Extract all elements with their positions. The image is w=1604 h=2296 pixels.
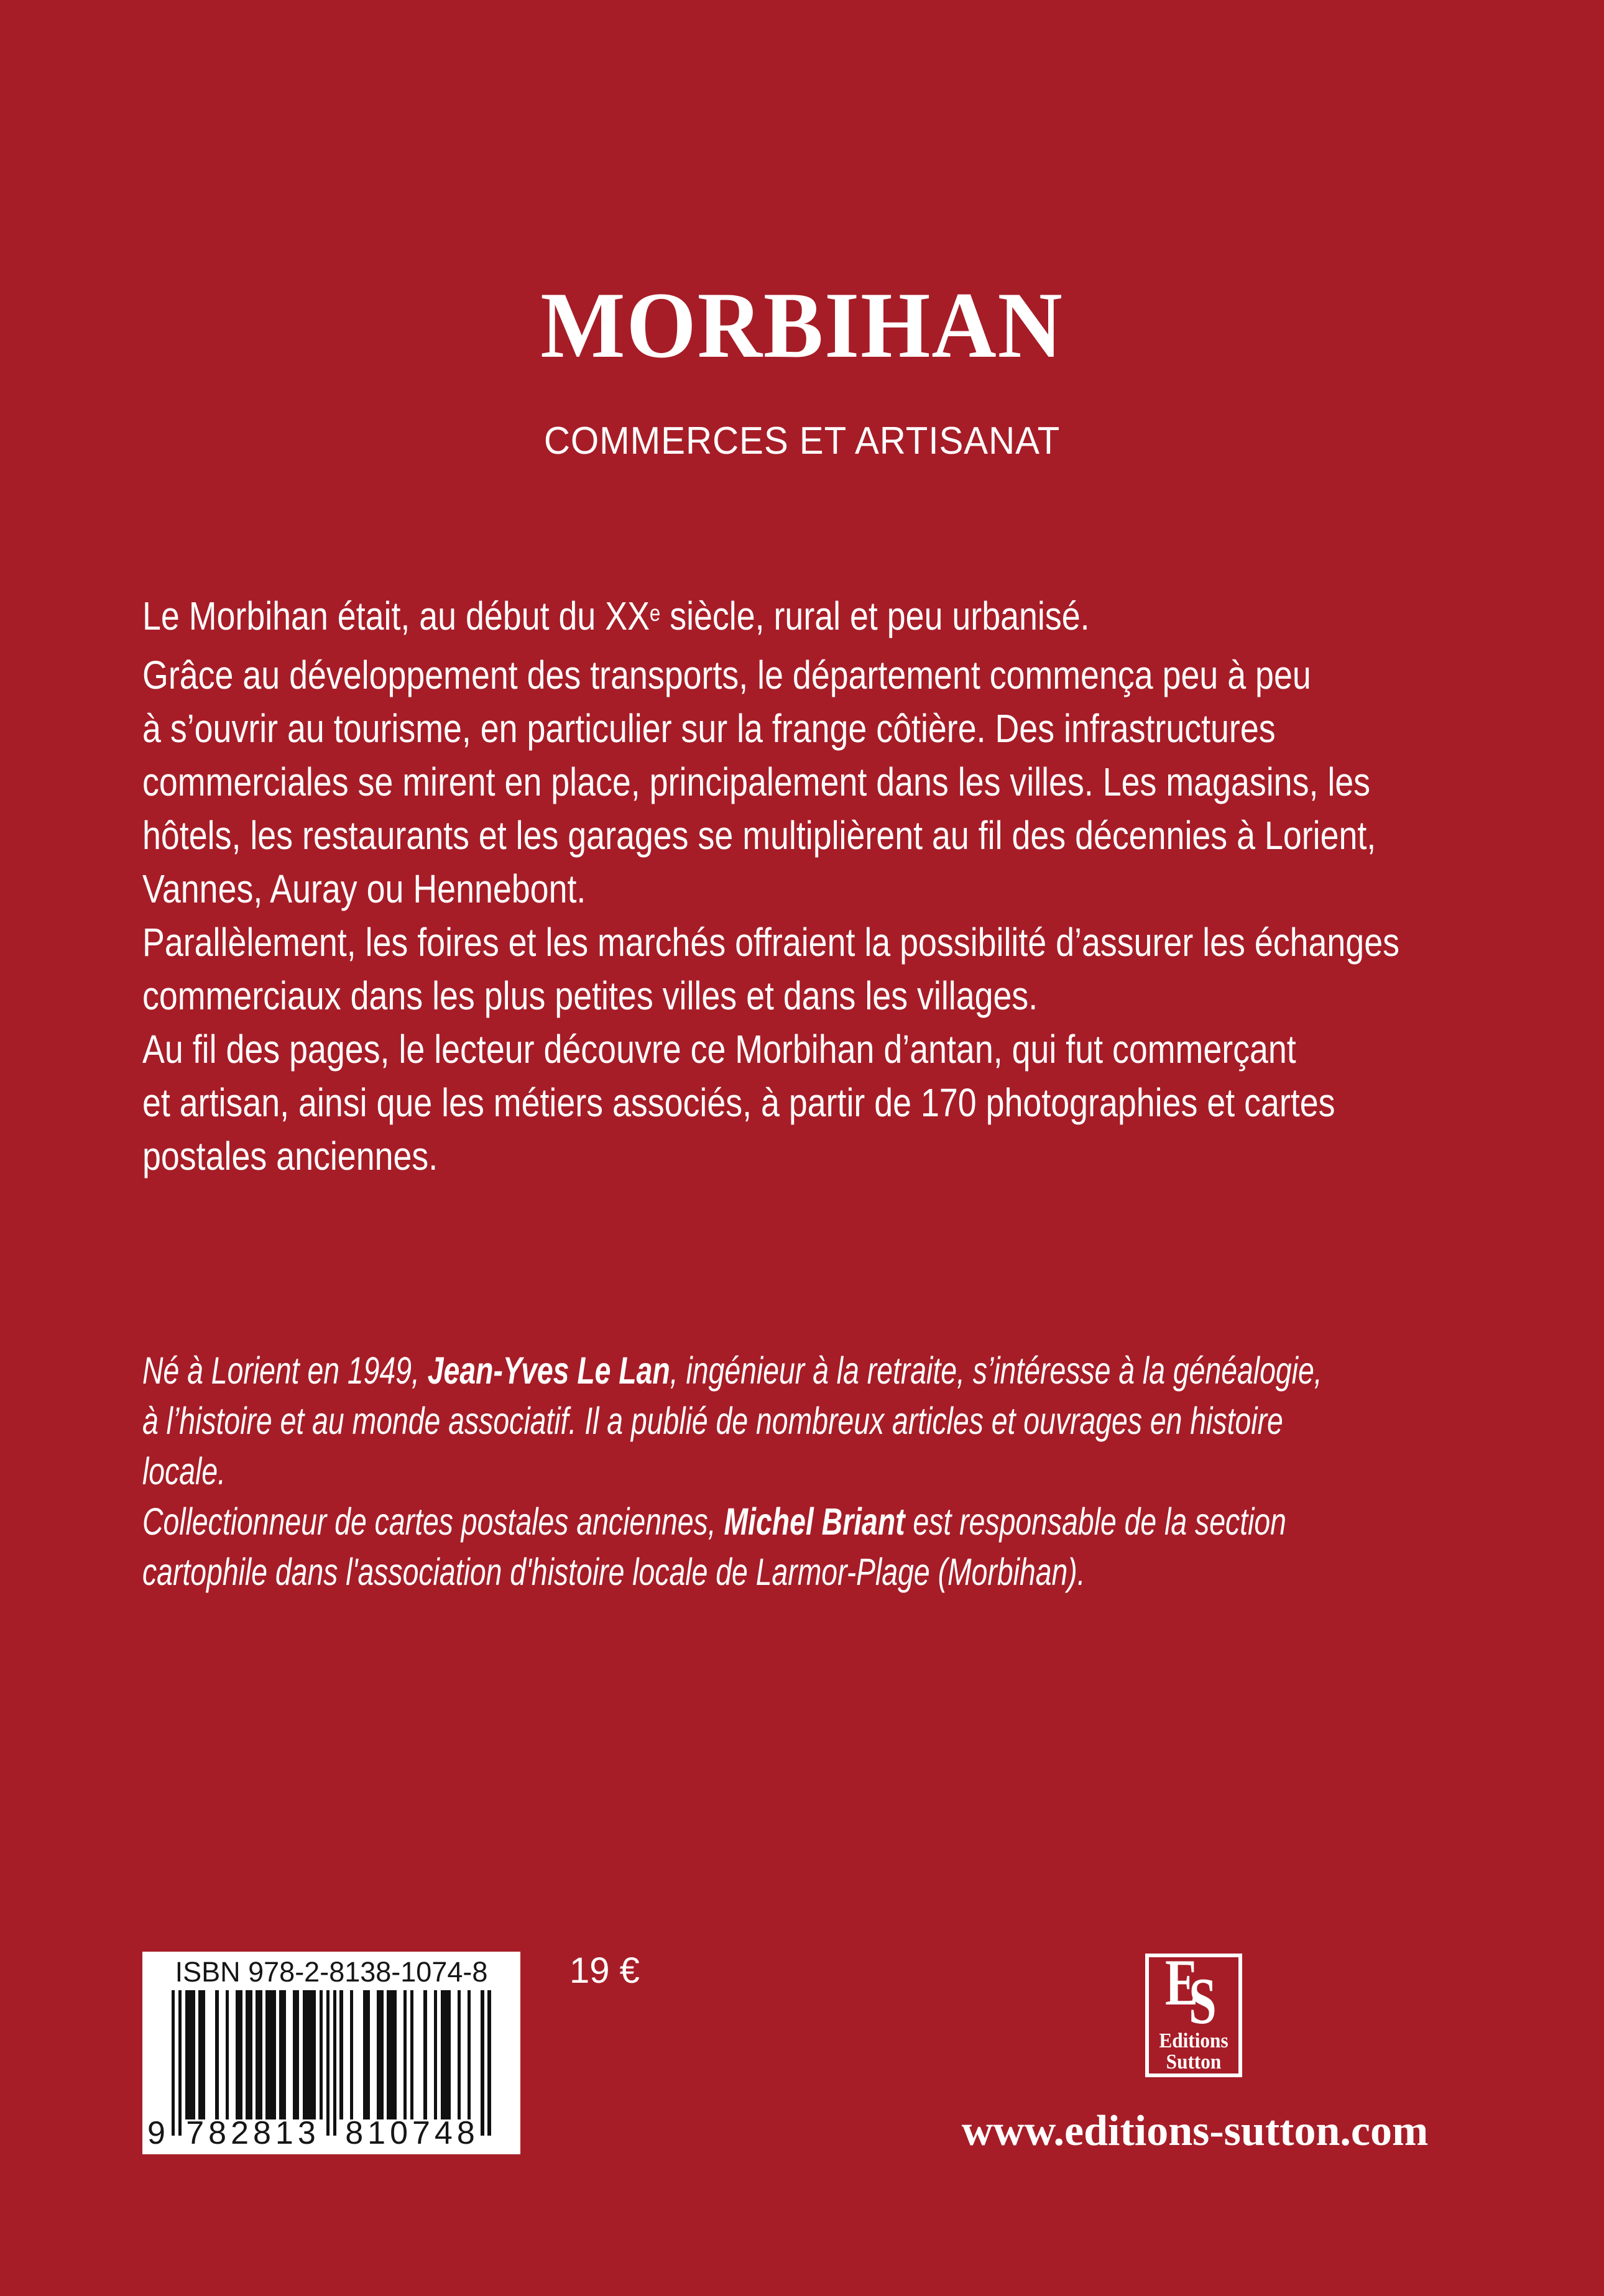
author-bio-text (142, 1346, 1513, 1597)
barcode-digit-right-group: 810748 (345, 2115, 479, 2151)
price-label: 19 € (569, 1950, 640, 1991)
logo-editions-label: Editions (1159, 2029, 1228, 2052)
publisher-logo (1145, 1946, 1242, 2077)
text-line: Grâce au développement des transports, le département commença peu à peu (142, 653, 1311, 697)
text-line: Au fil des pages, le lecteur découvre ce Morbihan d’antan, qui fut commerçant (142, 1027, 1296, 1072)
text-line: Vannes, Auray ou Hennebont. (142, 866, 586, 911)
text-line: hôtels, les restaurants et les garages se multiplièrent au fil des décennies à Lorient, (142, 813, 1376, 858)
text-line: et artisan, ainsi que les métiers associés, à partir de 170 photographies et cartes (142, 1080, 1335, 1125)
book-title: MORBIHAN (540, 273, 1064, 377)
barcode-digit-first: 9 (147, 2115, 170, 2151)
synopsis-text (142, 589, 1583, 1183)
text-line: cartophile dans l'association d'histoire locale de Larmor-Plage (Morbihan). (142, 1551, 1085, 1593)
book-subtitle: COMMERCES ET ARTISANAT (543, 420, 1061, 462)
barcode-bars (172, 1990, 491, 2136)
logo-monogram-s: S (1189, 1965, 1217, 2037)
text-line: Né à Lorient en 1949, Jean-Yves Le Lan, ingénieur à la retraite, s’intéresse à la généalogie, (142, 1349, 1322, 1392)
barcode-digit-left-group: 782813 (186, 2115, 320, 2151)
isbn-barcode-block (142, 1952, 520, 2154)
publisher-website: www.editions-sutton.com (961, 2107, 1429, 2155)
logo-monogram-e: E (1165, 1946, 1199, 2019)
text-line: locale. (142, 1450, 226, 1492)
isbn-label: ISBN 978-2-8138-1074-8 (175, 1956, 488, 1988)
text-line: commerciaux dans les plus petites villes et dans les villages. (142, 973, 1038, 1018)
text-line: à s’ouvrir au tourisme, en particulier sur la frange côtière. Des infrastructures (142, 706, 1276, 751)
text-line: commerciales se mirent en place, principalement dans les villes. Les magasins, les (142, 760, 1371, 804)
text-line: Parallèlement, les foires et les marchés offraient la possibilité d’assurer les échanges (142, 920, 1399, 965)
text-line: Le Morbihan était, au début du XXe siècle, rural et peu urbanisé. (142, 594, 1090, 638)
text-line: à l’histoire et au monde associatif. Il a publié de nombreux articles et ouvrages en histoire (142, 1400, 1283, 1442)
barcode-digits (142, 2115, 520, 2152)
logo-sutton-label: Sutton (1166, 2050, 1222, 2073)
text-line: Collectionneur de cartes postales anciennes, Michel Briant est responsable de la section (142, 1500, 1286, 1543)
text-line: postales anciennes. (142, 1134, 438, 1178)
